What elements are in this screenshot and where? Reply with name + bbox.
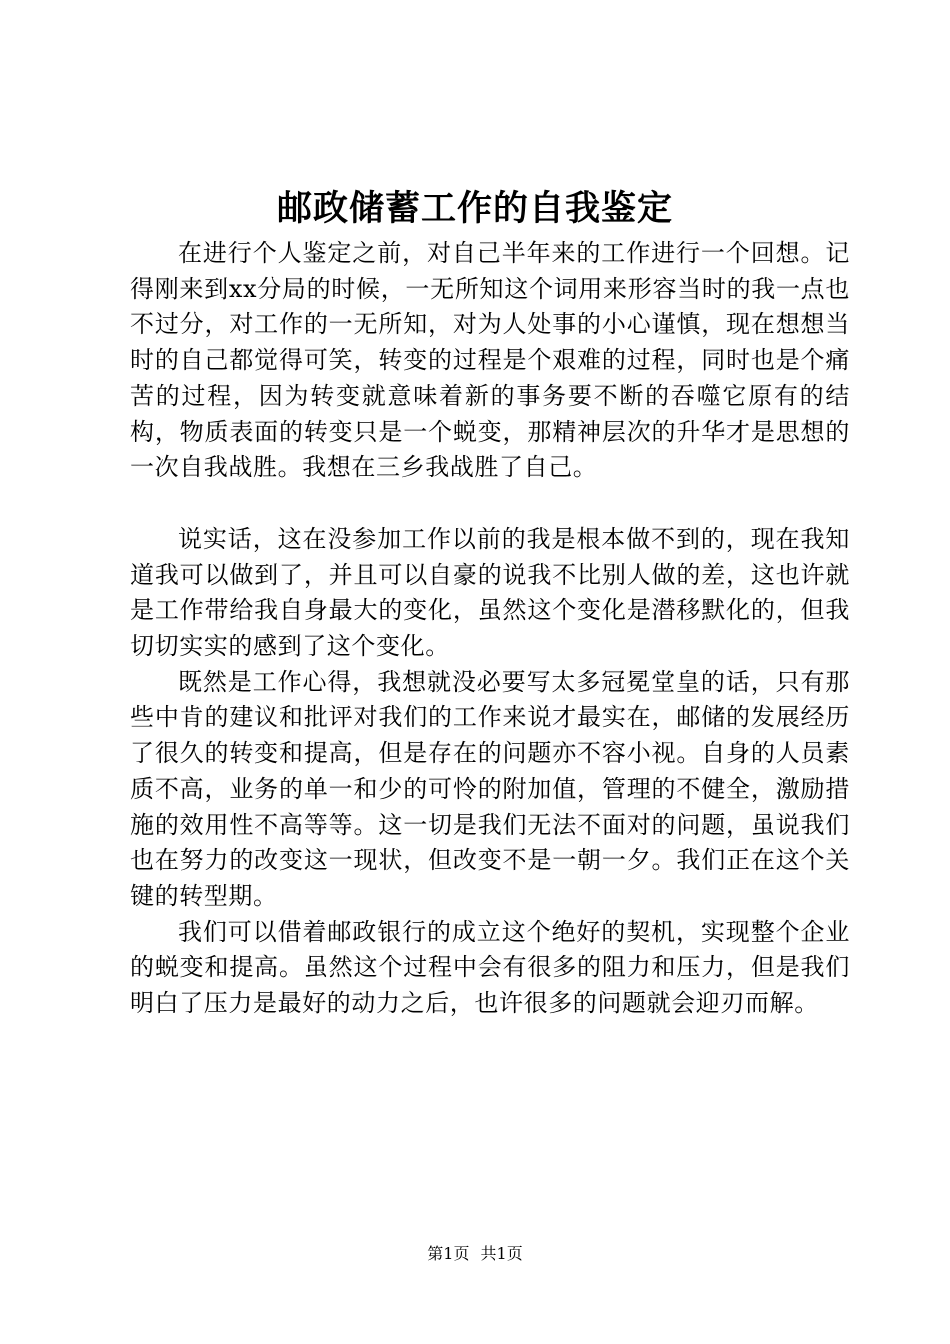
- page-footer: [0, 1244, 950, 1264]
- document-body: [130, 236, 850, 1022]
- paragraph-4: 我们可以借着邮政银行的成立这个绝好的契机，实现整个企业的蜕变和提高。虽然这个过程中会有很多的阻力和压力，但是我们明白了压力是最好的动力之后，也许很多的问题就会迎刃而解。: [130, 917, 850, 1018]
- page-title: 邮政储蓄工作的自我鉴定: [276, 188, 673, 229]
- paragraph-2: 说实话，这在没参加工作以前的我是根本做不到的，现在我知道我可以做到了，并且可以自豪的说我不比别人做的差，这也许就是工作带给我自身最大的变化，虽然这个变化是潜移默化的，但我切切实实的感到了这个变化。: [130, 524, 850, 661]
- paragraph-1: 在进行个人鉴定之前，对自己半年来的工作进行一个回想。记得刚来到xx分局的时候，一无所知这个词用来形容当时的我一点也不过分，对工作的一无所知，对为人处事的小心谨慎，现在想想当时的自己都觉得可笑，转变的过程是个艰难的过程，同时也是个痛苦的过程，因为转变就意味着新的事务要不断的吞噬它原有的结构，物质表面的转变只是一个蜕变，那精神层次的升华才是思想的一次自我战胜。我想在三乡我战胜了自己。: [130, 239, 850, 482]
- page-number-current: 第1页: [427, 1244, 470, 1263]
- paragraph-3: 既然是工作心得，我想就没必要写太多冠冕堂皇的话，只有那些中肯的建议和批评对我们的工作来说才最实在，邮储的发展经历了很久的转变和提高，但是存在的问题亦不容小视。自身的人员素质不高，业务的单一和少的可怜的附加值，管理的不健全，激励措施的效用性不高等等。这一切是我们无法不面对的问题，虽说我们也在努力的改变这一现状，但改变不是一朝一夕。我们正在这个关键的转型期。: [130, 667, 850, 910]
- page-number-total: 共1页: [480, 1244, 523, 1263]
- paragraph-spacer: [130, 486, 850, 522]
